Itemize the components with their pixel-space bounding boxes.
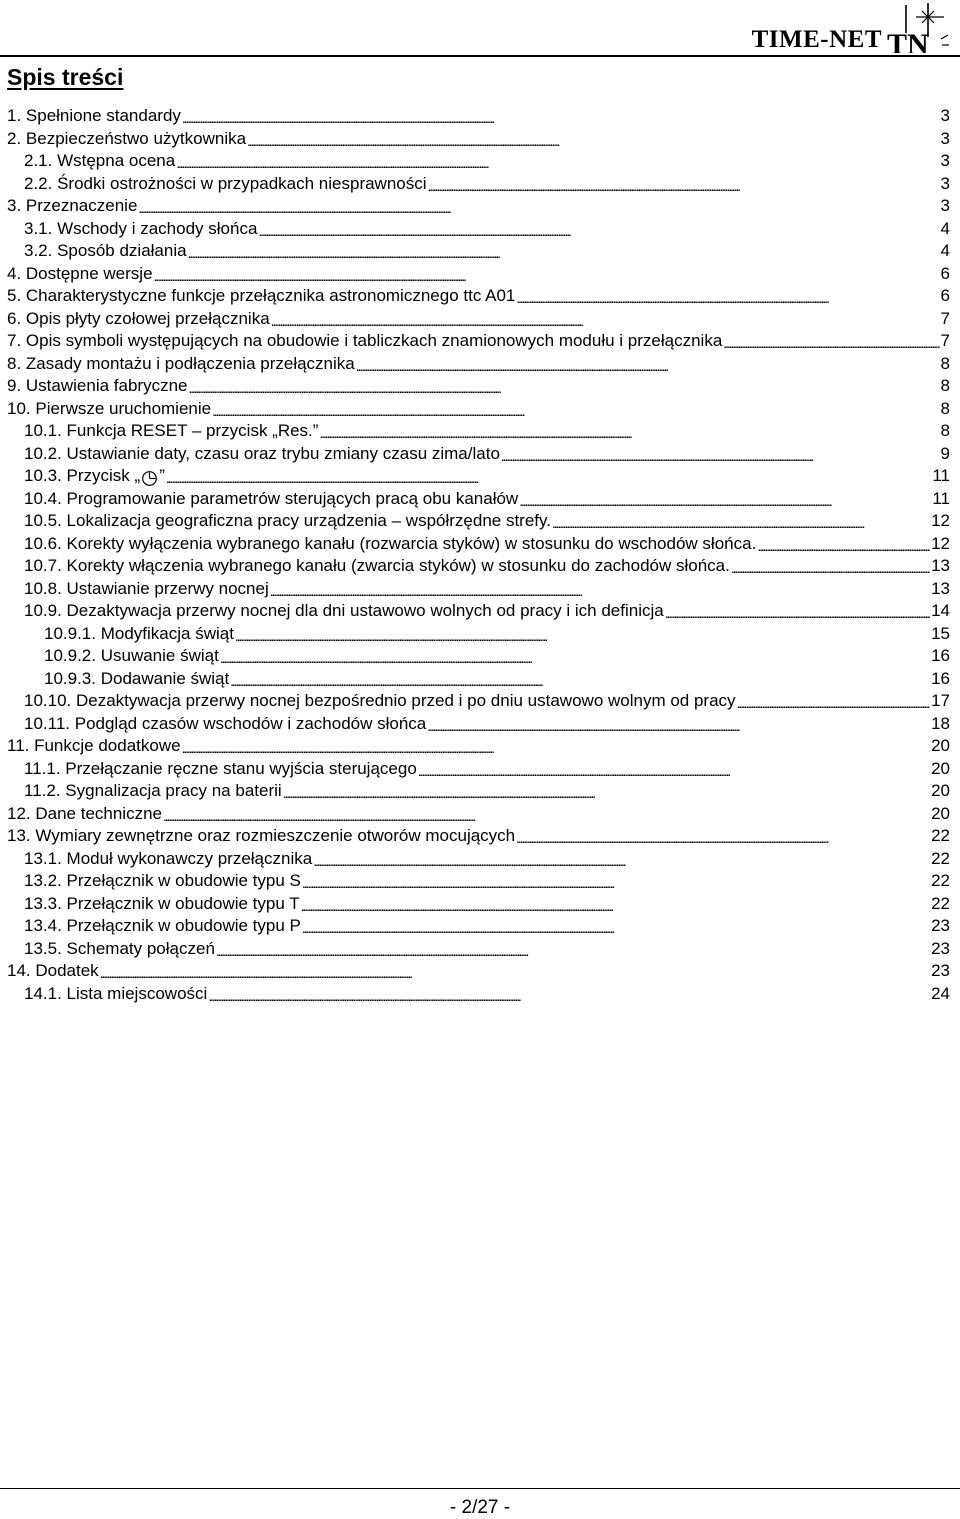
toc-leader-dots <box>220 645 930 667</box>
toc-entry[interactable] <box>7 825 950 847</box>
toc-entry[interactable] <box>24 173 950 195</box>
toc-entry-label: 2.1. Wstępna ocena <box>24 151 176 170</box>
toc-leader-dots <box>731 555 930 577</box>
toc-leader-dots <box>216 938 930 960</box>
toc-leader-dots <box>519 488 931 510</box>
toc-leader-dots <box>356 353 940 375</box>
toc-entry-label: 13.4. Przełącznik w obudowie typu P <box>24 916 301 935</box>
toc-entry[interactable] <box>24 758 950 780</box>
toc-entry[interactable] <box>7 263 950 285</box>
toc-entry-label: 8. Zasady montażu i podłączenia przełącznika <box>7 353 355 373</box>
toc-entry-page: 3 <box>940 128 950 148</box>
toc-leader-dots <box>501 443 940 465</box>
toc-entry-page: 23 <box>931 938 950 958</box>
toc-entry[interactable] <box>7 398 950 420</box>
toc-leader-dots <box>516 825 930 847</box>
toc-entry-page: 6 <box>940 263 950 283</box>
toc-entry[interactable] <box>7 195 950 217</box>
toc-entry[interactable] <box>7 105 950 127</box>
toc-entry[interactable] <box>7 353 950 375</box>
toc-leader-dots <box>188 375 939 397</box>
toc-entry-page: 11 <box>932 488 950 508</box>
toc-entry-page: 4 <box>940 218 950 238</box>
toc-entry[interactable] <box>24 780 950 802</box>
toc-entry-page: 13 <box>931 556 950 575</box>
toc-entry-page: 22 <box>931 848 950 868</box>
toc-entry-label: 10.6. Korekty wyłączenia wybranego kanału (rozwarcia styków) w stosunku do wschodów słońca. <box>24 533 757 553</box>
toc-entry-label: 7. Opis symboli występujących na obudowie i tabliczkach znamionowych modułu i przełącznika <box>7 331 723 350</box>
toc-entry-label: 13.5. Schematy połączeń <box>24 938 215 958</box>
toc-entry[interactable] <box>24 578 950 600</box>
toc-entry-label: 10.10. Dezaktywacja przerwy nocnej bezpośrednio przed i po dniu ustawowo wolnym od pracy <box>24 691 736 710</box>
toc-entry[interactable] <box>24 848 950 870</box>
toc-leader-dots <box>283 780 930 802</box>
toc-leader-dots <box>302 870 930 892</box>
toc-entry[interactable] <box>24 465 950 487</box>
toc-entry[interactable] <box>24 893 950 915</box>
footer-rule <box>0 1488 960 1489</box>
toc-entry[interactable] <box>7 803 950 825</box>
toc-leader-dots <box>100 960 930 982</box>
toc-entry[interactable] <box>24 713 950 735</box>
toc-entry[interactable] <box>7 330 950 352</box>
toc-entry-page: 20 <box>931 736 950 755</box>
toc-entry-page: 16 <box>931 646 950 665</box>
toc-title: Spis treści <box>7 64 124 90</box>
toc-leader-dots <box>418 758 930 780</box>
brand-name: TIME-NET <box>751 26 882 53</box>
toc-leader-dots <box>313 848 930 870</box>
toc-entry-page: 4 <box>940 241 950 260</box>
toc-entry[interactable] <box>7 128 950 150</box>
toc-entry[interactable] <box>7 285 950 307</box>
toc-entry-label: 10.1. Funkcja RESET – przycisk „Res.” <box>24 421 319 440</box>
toc-entry[interactable] <box>24 510 950 532</box>
toc-leader-dots <box>182 105 940 127</box>
toc-entry-label: 6. Opis płyty czołowej przełącznika <box>7 308 270 328</box>
toc-entry[interactable] <box>24 983 950 1005</box>
toc-entry-label: 10.2. Ustawianie daty, czasu oraz trybu zmiany czasu zima/lato <box>24 443 500 463</box>
toc-entry-label: 11.2. Sygnalizacja pracy na baterii <box>24 781 282 800</box>
toc-leader-dots <box>665 600 930 622</box>
time-net-logo <box>886 3 950 53</box>
toc-entry[interactable] <box>24 533 950 555</box>
toc-entry-label: 10.9.1. Modyfikacja świąt <box>44 623 234 643</box>
toc-entry[interactable] <box>24 150 950 172</box>
toc-entry-label: 3.1. Wschody i zachody słońca <box>24 218 258 238</box>
toc-entry-page: 24 <box>931 983 950 1003</box>
toc-leader-dots <box>427 713 930 735</box>
toc-entry-label: 10.11. Podgląd czasów wschodów i zachodów słońca <box>24 713 427 733</box>
toc-leader-dots <box>230 668 930 690</box>
toc-entry-page: 8 <box>940 353 950 373</box>
toc-entry-page: 3 <box>940 173 950 193</box>
toc-entry-label-suffix: ” <box>159 466 165 485</box>
toc-entry-page: 14 <box>931 601 950 620</box>
toc-entry-label: 14. Dodatek <box>7 961 99 980</box>
toc-entry-page: 20 <box>931 758 950 778</box>
toc-entry-page: 22 <box>931 871 950 890</box>
svg-text:TN: TN <box>887 28 929 53</box>
toc-entry-label: 10.9.3. Dodawanie świąt <box>44 668 230 688</box>
toc-entry-page: 13 <box>931 578 950 598</box>
toc-entry-label: 14.1. Lista miejscowości <box>24 983 208 1003</box>
toc-entry-page: 23 <box>931 916 950 935</box>
toc-entry[interactable] <box>44 645 950 667</box>
toc-entry-page: 7 <box>940 331 950 350</box>
toc-entry-label: 13.3. Przełącznik w obudowie typu T <box>24 893 300 913</box>
toc-leader-dots <box>212 398 939 420</box>
toc-entry-page: 22 <box>931 826 950 845</box>
toc-entry-label: 12. Dane techniczne <box>7 803 162 823</box>
toc-leader-dots <box>176 150 939 172</box>
toc-entry[interactable] <box>24 240 950 262</box>
toc-leader-dots <box>235 623 930 645</box>
toc-entry-label: 2.2. Środki ostrożności w przypadkach niesprawności <box>24 173 427 193</box>
toc-entry-label: 10. Pierwsze uruchomienie <box>7 398 212 418</box>
toc-entry-page: 3 <box>940 151 950 170</box>
toc-entry-page: 11 <box>932 466 950 485</box>
toc-leader-dots <box>737 690 931 712</box>
clock-icon <box>141 470 158 487</box>
toc-entry[interactable] <box>7 375 950 397</box>
toc-entry-label: 10.9.2. Usuwanie świąt <box>44 646 219 665</box>
toc-entry-page: 22 <box>931 893 950 913</box>
toc-leader-dots <box>757 533 930 555</box>
toc-leader-dots <box>166 465 931 487</box>
toc-entry-page: 3 <box>940 196 950 215</box>
toc-entry[interactable] <box>7 960 950 982</box>
toc-leader-dots <box>319 420 939 442</box>
toc-entry-label: 1. Spełnione standardy <box>7 106 181 125</box>
toc-leader-dots <box>247 128 939 150</box>
toc-leader-dots <box>271 308 940 330</box>
toc-entry-label: 11.1. Przełączanie ręczne stanu wyjścia sterującego <box>24 758 417 778</box>
toc-entry-page: 8 <box>940 398 950 418</box>
toc-entry-page: 8 <box>940 421 950 440</box>
toc-entry[interactable] <box>24 488 950 510</box>
toc-leader-dots <box>138 195 939 217</box>
toc-entry[interactable] <box>24 600 950 622</box>
toc-leader-dots <box>258 218 939 240</box>
toc-entry-label: 13.1. Moduł wykonawczy przełącznika <box>24 848 313 868</box>
toc-entry[interactable] <box>44 623 950 645</box>
toc-leader-dots <box>723 330 939 352</box>
toc-entry-page: 15 <box>931 623 950 643</box>
toc-entry[interactable] <box>24 443 950 465</box>
toc-entry-label: 10.5. Lokalizacja geograficzna pracy urządzenia – współrzędne strefy. <box>24 511 551 530</box>
toc-entry-page: 20 <box>931 781 950 800</box>
toc-entry-page: 3 <box>940 106 950 125</box>
toc-entry-label: 4. Dostępne wersje <box>7 263 153 283</box>
toc-entry-page: 8 <box>940 376 950 395</box>
toc-entry[interactable] <box>24 690 950 712</box>
toc-entry-label: 13. Wymiary zewnętrzne oraz rozmieszczenie otworów mocujących <box>7 826 516 845</box>
toc-entry-page: 9 <box>940 443 950 463</box>
page-header <box>0 0 960 70</box>
toc-entry[interactable] <box>24 870 950 892</box>
toc-entry[interactable] <box>24 915 950 937</box>
toc-entry-page: 20 <box>931 803 950 823</box>
toc-entry-page: 12 <box>931 511 950 530</box>
toc-entry-label: 10.3. Przycisk „ <box>24 466 141 485</box>
toc-entry[interactable] <box>24 938 950 960</box>
toc-entry[interactable] <box>24 420 950 442</box>
toc-entry-page: 18 <box>931 713 950 733</box>
toc-entry-label: 9. Ustawienia fabryczne <box>7 376 188 395</box>
toc-entry-label: 3. Przeznaczenie <box>7 196 138 215</box>
toc-entry-page: 16 <box>931 668 950 688</box>
toc-entry-label: 13.2. Przełącznik w obudowie typu S <box>24 871 301 890</box>
toc-entry-label: 10.4. Programowanie parametrów sterujących pracą obu kanałów <box>24 488 519 508</box>
toc-entry-page: 6 <box>940 286 950 305</box>
toc-leader-dots <box>270 578 930 600</box>
toc-entry-label: 2. Bezpieczeństwo użytkownika <box>7 128 247 148</box>
page-number: - 2/27 - <box>449 1497 511 1518</box>
toc-entry-label: 10.8. Ustawianie przerwy nocnej <box>24 578 269 598</box>
toc-leader-dots <box>208 983 930 1005</box>
toc-leader-dots <box>188 240 940 262</box>
toc-leader-dots <box>428 173 940 195</box>
toc-entry-label: 5. Charakterystyczne funkcje przełącznika astronomicznego ttc A01 <box>7 286 516 305</box>
toc-leader-dots <box>163 803 930 825</box>
toc-entry[interactable] <box>24 555 950 577</box>
toc-leader-dots <box>302 915 930 937</box>
toc-leader-dots <box>182 735 931 757</box>
toc-entry-page: 23 <box>931 961 950 980</box>
toc-entry[interactable] <box>24 218 950 240</box>
header-rule <box>0 55 960 57</box>
toc-entry[interactable] <box>44 668 950 690</box>
toc-leader-dots <box>516 285 939 307</box>
toc-entry-label: 11. Funkcje dodatkowe <box>7 736 181 755</box>
toc-entry[interactable] <box>7 735 950 757</box>
toc-entry-label: 10.9. Dezaktywacja przerwy nocnej dla dni ustawowo wolnych od pracy i ich definicja <box>24 601 664 620</box>
toc-entry-page: 12 <box>931 533 950 553</box>
toc-entry[interactable] <box>7 308 950 330</box>
toc-entry-label: 3.2. Sposób działania <box>24 241 187 260</box>
toc-entry-label: 10.7. Korekty włączenia wybranego kanału (zwarcia styków) w stosunku do zachodów słońca. <box>24 556 730 575</box>
toc-leader-dots <box>301 893 930 915</box>
toc-leader-dots <box>552 510 930 532</box>
toc-leader-dots <box>154 263 940 285</box>
toc-entry-page: 17 <box>931 691 950 710</box>
toc-entry-page: 7 <box>940 308 950 328</box>
